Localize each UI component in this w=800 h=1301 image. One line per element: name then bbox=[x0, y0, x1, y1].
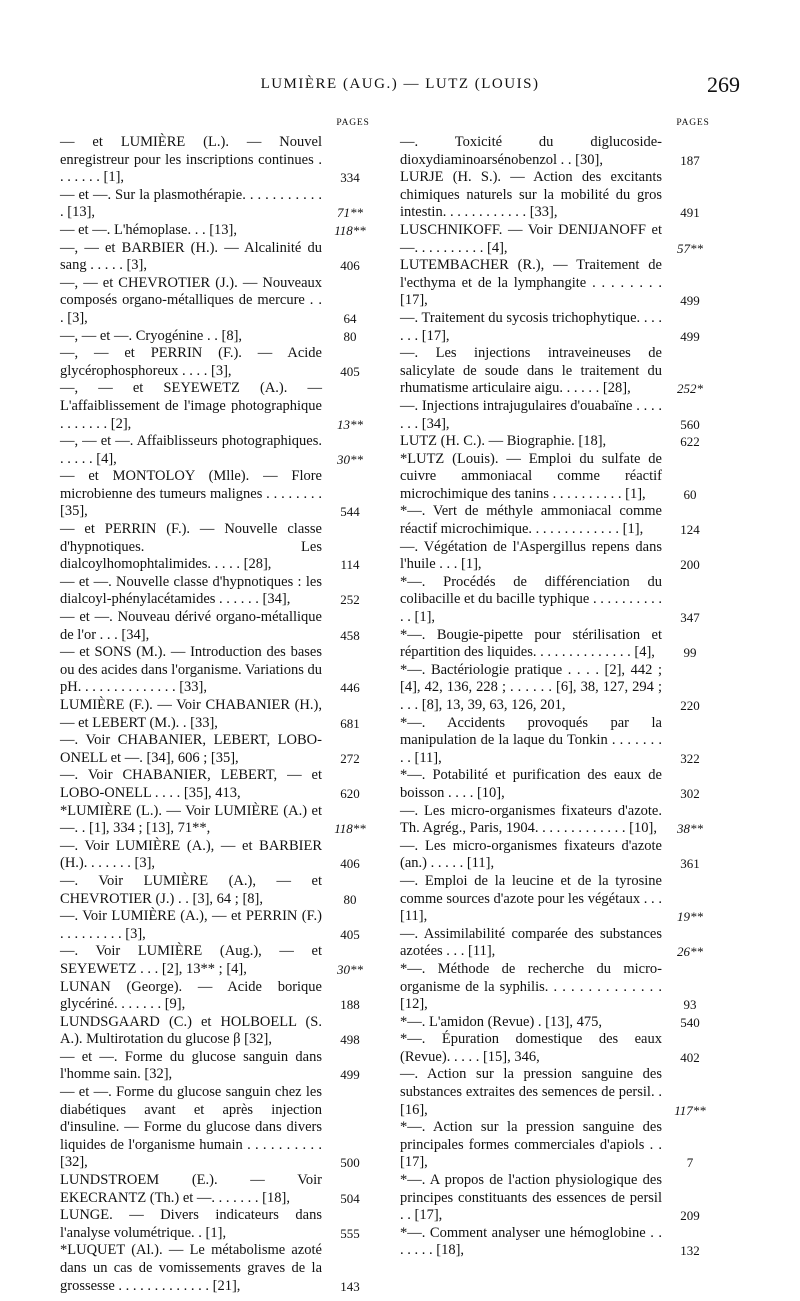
index-entry bbox=[400, 398, 718, 433]
entry-page: 132 bbox=[680, 1243, 700, 1259]
index-entry bbox=[60, 803, 378, 838]
entry-text: *—. L'amidon (Revue) . [13], 475, bbox=[400, 1013, 602, 1030]
index-entry bbox=[400, 873, 718, 926]
index-entry bbox=[400, 134, 718, 169]
entry-text: —. Les injections intraveineuses de salicylate de soude dans le traitement du rhumatisme articulaire aigu. . . . . . [28], bbox=[400, 345, 662, 397]
entry-page: 252 bbox=[340, 592, 360, 608]
index-entry bbox=[60, 609, 378, 644]
entry-page: 117** bbox=[674, 1102, 706, 1118]
entry-text: —. Voir LUMIÈRE (A.), — et PERRIN (F.) . . . . . . . . . [3], bbox=[60, 908, 322, 942]
entry-page: 405 bbox=[340, 926, 360, 942]
entry-page: 64 bbox=[343, 310, 357, 326]
entry-page: 544 bbox=[340, 504, 360, 520]
entry-text: — et —. Nouveau dérivé organo-métallique de l'or . . . [34], bbox=[60, 609, 322, 643]
index-entry bbox=[60, 468, 378, 521]
entry-page: 99 bbox=[683, 645, 697, 661]
entry-page: 93 bbox=[683, 997, 697, 1013]
index-entry bbox=[400, 838, 718, 873]
index-entry bbox=[400, 222, 718, 257]
entry-text: —, — et SEYEWETZ (A.). — L'affaiblissement de l'image photographique . . . . . . . [2], bbox=[60, 380, 322, 432]
index-entry bbox=[60, 328, 378, 346]
index-entry bbox=[400, 715, 718, 768]
entry-page: 402 bbox=[680, 1049, 700, 1065]
left-column bbox=[60, 118, 378, 1295]
entry-page: 80 bbox=[343, 891, 357, 907]
left-pages-label-text: PAGES bbox=[336, 118, 370, 128]
right-pages-label bbox=[400, 118, 718, 132]
index-entry bbox=[400, 767, 718, 802]
index-entry bbox=[400, 1119, 718, 1172]
entry-text: —. Voir LUMIÈRE (A.), — et BARBIER (H.). . . . . . . [3], bbox=[60, 837, 322, 872]
index-entry bbox=[400, 1014, 718, 1032]
entry-text: —. Injections intrajugulaires d'ouabaïne . . . . . . . [34], bbox=[400, 397, 662, 432]
entry-page: 26** bbox=[677, 944, 703, 960]
entry-text: — et MONTOLOY (Mlle). — Flore microbienne des tumeurs malignes . . . . . . . . [35], bbox=[60, 468, 322, 520]
entry-text: — et LUMIÈRE (L.). — Nouvel enregistreur pour les inscriptions continues . . . . . . . [1], bbox=[60, 134, 322, 186]
entry-text: *—. Vert de méthyle ammoniacal comme réactif microchimique. . . . . . . . . . . . . [1], bbox=[400, 503, 662, 538]
index-entry bbox=[400, 433, 718, 451]
index-entry bbox=[400, 1225, 718, 1260]
entry-text: *—. Potabilité et purification des eaux de boisson . . . . [10], bbox=[400, 767, 662, 801]
entry-text: LUTZ (H. C.). — Biographie. [18], bbox=[400, 433, 607, 450]
entry-text: —. Voir LUMIÈRE (A.), — et CHEVROTIER (J.) . . [3], 64 ; [8], bbox=[60, 872, 322, 907]
entry-page: 498 bbox=[340, 1032, 360, 1048]
entry-page: 302 bbox=[680, 785, 700, 801]
entry-text: *LUMIÈRE (L.). — Voir LUMIÈRE (A.) et —. . [1], 334 ; [13], 71**, bbox=[60, 802, 322, 837]
entry-page: 80 bbox=[343, 328, 357, 344]
entry-text: — et —. Nouvelle classe d'hypnotiques : les dialcoyl-phénylacétamides . . . . . . [34], bbox=[60, 573, 322, 608]
entry-page: 209 bbox=[680, 1208, 700, 1224]
entry-text: *—. A propos de l'action physiologique des principes constituants des essences de persil . . [17], bbox=[400, 1172, 662, 1224]
entry-page: 124 bbox=[680, 522, 700, 538]
entry-page: 187 bbox=[680, 152, 700, 168]
entry-text: *—. Épuration domestique des eaux (Revue). . . . . [15], 346, bbox=[400, 1031, 662, 1065]
entry-text: LUNDSGAARD (C.) et HOLBOELL (S. A.). Multirotation du glucose β [32], bbox=[60, 1013, 322, 1048]
entry-text: LURJE (H. S.). — Action des excitants chimiques naturels sur la mobilité du gros intestin. . . . . . . . . . . . [33], bbox=[400, 169, 662, 221]
index-entry bbox=[60, 838, 378, 873]
entry-page: 500 bbox=[340, 1155, 360, 1171]
entry-text: —, — et CHEVROTIER (J.). — Nouveaux composés organo-métalliques de mercure . . . [3], bbox=[60, 274, 322, 326]
index-entry bbox=[60, 222, 378, 240]
entry-text: —. Les micro-organismes fixateurs d'azote (an.) . . . . . [11], bbox=[400, 837, 662, 872]
right-entries bbox=[400, 134, 718, 1260]
entry-text: —, — et —. Affaiblisseurs photographiques. . . . . . [4], bbox=[60, 433, 322, 467]
entry-page: 30** bbox=[337, 961, 363, 977]
entry-text: *—. Accidents provoqués par la manipulation de la laque du Tonkin . . . . . . . . . [11], bbox=[400, 714, 662, 766]
entry-page: 334 bbox=[340, 170, 360, 186]
entry-text: —. Voir CHABANIER, LEBERT, LOBO-ONELL et —. [34], 606 ; [35], bbox=[60, 732, 322, 766]
index-entry bbox=[60, 908, 378, 943]
entry-page: 200 bbox=[680, 557, 700, 573]
entry-page: 252* bbox=[677, 381, 703, 397]
entry-page: 7 bbox=[686, 1155, 694, 1171]
index-entry bbox=[400, 310, 718, 345]
index-entry bbox=[400, 1066, 718, 1119]
entry-text: *—. Bactériologie pratique . . . . [2], 442 ; [4], 42, 136, 228 ; . . . . . . [6], 38, 127, 294 ; . . . [8], 13, 39, 63, 126, 201, bbox=[400, 661, 662, 713]
entry-text: *LUTZ (Louis). — Emploi du sulfate de cuivre ammoniacal comme réactif microchimique des tanins . . . . . . . . . . [1], bbox=[400, 450, 662, 502]
entry-text: *LUQUET (Al.). — Le métabolisme azoté dans un cas de vomissements graves de la grossesse . . . . . . . . . . . . . [21], bbox=[60, 1242, 322, 1294]
entry-text: —. Toxicité du diglucoside-dioxydiaminoarsénobenzol . . [30], bbox=[400, 134, 662, 168]
entry-text: — et SONS (M.). — Introduction des bases ou des acides dans l'organisme. Variations du pH. . . . . . . . . . . . . . [33], bbox=[60, 644, 322, 696]
index-entry bbox=[60, 697, 378, 732]
index-entry bbox=[60, 275, 378, 328]
index-entry bbox=[400, 503, 718, 538]
entry-page: 504 bbox=[340, 1190, 360, 1206]
entry-page: 361 bbox=[680, 856, 700, 872]
entry-page: 405 bbox=[340, 363, 360, 379]
index-entry bbox=[60, 433, 378, 468]
entry-page: 622 bbox=[680, 434, 700, 450]
index-entry bbox=[400, 574, 718, 627]
index-entry bbox=[400, 961, 718, 1014]
index-entry bbox=[400, 345, 718, 398]
entry-text: — et —. Sur la plasmothérapie. . . . . . . . . . . . [13], bbox=[60, 186, 322, 221]
entry-page: 681 bbox=[340, 715, 360, 731]
entry-page: 118** bbox=[334, 821, 366, 837]
index-entry bbox=[60, 873, 378, 908]
entry-page: 491 bbox=[680, 205, 700, 221]
entry-text: LUTEMBACHER (R.), — Traitement de l'ecthyma et de la lymphangite . . . . . . . . [17], bbox=[400, 257, 662, 309]
entry-page: 220 bbox=[680, 698, 700, 713]
entry-text: —, — et —. Cryogénine . . [8], bbox=[60, 327, 243, 344]
index-entry bbox=[60, 574, 378, 609]
entry-text: *—. Action sur la pression sanguine des principales formes commerciales d'apiols . . [17], bbox=[400, 1119, 662, 1171]
entry-page: 540 bbox=[680, 1014, 700, 1030]
index-entry bbox=[400, 257, 718, 310]
entry-page: 38** bbox=[677, 821, 703, 837]
index-entry bbox=[400, 539, 718, 574]
right-column bbox=[400, 118, 718, 1260]
entry-text: *—. Procédés de différenciation du colibacille et du bacille typhique . . . . . . . . . . . . [1], bbox=[400, 573, 662, 626]
entry-page: 560 bbox=[680, 416, 700, 432]
entry-page: 499 bbox=[340, 1067, 360, 1083]
entry-page: 458 bbox=[340, 627, 360, 643]
entry-text: LUSCHNIKOFF. — Voir DENIJANOFF et —. . . . . . . . . . [4], bbox=[400, 221, 662, 256]
entry-text: — et PERRIN (F.). — Nouvelle classe d'hypnotiques. Les dialcoylhomophtalimides. . . . . [28], bbox=[60, 521, 322, 573]
entry-text: *—. Méthode de recherche du micro-organisme de la syphilis. . . . . . . . . . . . . . [12], bbox=[400, 960, 662, 1013]
entry-text: —. Traitement du sycosis trichophytique. . . . . . . [17], bbox=[400, 309, 662, 344]
index-entry bbox=[400, 926, 718, 961]
entry-page: 406 bbox=[340, 856, 360, 872]
entry-page: 118** bbox=[334, 222, 366, 238]
entry-text: LUNGE. — Divers indicateurs dans l'analyse volumétrique. . [1], bbox=[60, 1207, 322, 1241]
entry-text: — et —. Forme du glucose sanguin dans l'homme sain. [32], bbox=[60, 1048, 322, 1083]
index-entry bbox=[400, 451, 718, 504]
left-pages-label bbox=[60, 118, 378, 132]
index-entry bbox=[60, 1084, 378, 1172]
entry-text: —. Voir CHABANIER, LEBERT, — et LOBO-ONELL . . . . [35], 413, bbox=[60, 767, 322, 801]
index-entry bbox=[400, 803, 718, 838]
entry-page: 30** bbox=[337, 451, 363, 467]
entry-text: — et —. Forme du glucose sanguin chez les diabétiques avant et après injection d'insuline. — Forme du glucose dans divers liquides de l'organisme humain . . . . . . . . . . [32], bbox=[60, 1084, 322, 1171]
entry-text: —. Emploi de la leucine et de la tyrosine comme sources d'azote pour les végétaux . . . [11], bbox=[400, 872, 662, 925]
index-entry bbox=[60, 644, 378, 697]
entry-page: 71** bbox=[337, 205, 363, 221]
entry-text: —. Les micro-organismes fixateurs d'azote. Th. Agrég., Paris, 1904. . . . . . . . . . . . . [10], bbox=[400, 802, 662, 837]
entry-page: 188 bbox=[340, 997, 360, 1013]
right-pages-label-text: PAGES bbox=[676, 118, 710, 128]
index-entry bbox=[400, 169, 718, 222]
index-entry bbox=[60, 1172, 378, 1207]
entry-text: LUNDSTROEM (E.). — Voir EKECRANTZ (Th.) et —. . . . . . . [18], bbox=[60, 1172, 322, 1206]
entry-page: 60 bbox=[683, 486, 697, 502]
index-entry bbox=[400, 627, 718, 662]
index-entry bbox=[60, 767, 378, 802]
entry-page: 19** bbox=[677, 909, 703, 925]
index-entry bbox=[60, 1049, 378, 1084]
left-entries bbox=[60, 134, 378, 1295]
running-header bbox=[60, 72, 740, 102]
entry-text: *—. Bougie-pipette pour stérilisation et répartition des liquides. . . . . . . . . . . . . . [4], bbox=[400, 626, 662, 661]
header-title: LUMIÈRE (AUG.) — LUTZ (LOUIS) bbox=[260, 76, 540, 92]
entry-page: 114 bbox=[340, 557, 360, 573]
index-entry bbox=[60, 979, 378, 1014]
index-entry bbox=[60, 380, 378, 433]
index-entry bbox=[60, 1242, 378, 1295]
index-entry bbox=[60, 732, 378, 767]
index-entry bbox=[400, 662, 718, 715]
page-number: 269 bbox=[707, 72, 740, 97]
entry-text: —, — et PERRIN (F.). — Acide glycérophosphoreux . . . . [3], bbox=[60, 345, 322, 379]
index-entry bbox=[400, 1172, 718, 1225]
index-entry bbox=[60, 1014, 378, 1049]
index-entry bbox=[60, 134, 378, 187]
index-entry bbox=[400, 1031, 718, 1066]
entry-page: 322 bbox=[680, 750, 700, 766]
entry-page: 499 bbox=[680, 328, 700, 344]
index-entry bbox=[60, 187, 378, 222]
entry-text: —. Action sur la pression sanguine des substances extraites des semences de persil. . [16], bbox=[400, 1066, 662, 1118]
entry-page: 406 bbox=[340, 258, 360, 274]
entry-page: 57** bbox=[677, 240, 703, 256]
entry-text: LUMIÈRE (F.). — Voir CHABANIER (H.), — et LEBERT (M.). . [33], bbox=[60, 697, 322, 731]
entry-text: —. Voir LUMIÈRE (Aug.), — et SEYEWETZ . . . [2], 13** ; [4], bbox=[60, 943, 322, 977]
index-entry bbox=[60, 943, 378, 978]
entry-page: 347 bbox=[680, 610, 700, 626]
entry-text: LUNAN (George). — Acide borique glycériné. . . . . . . [9], bbox=[60, 978, 322, 1013]
entry-text: —, — et BARBIER (H.). — Alcalinité du sang . . . . . [3], bbox=[60, 239, 322, 274]
entry-page: 499 bbox=[680, 293, 700, 309]
index-entry bbox=[60, 240, 378, 275]
entry-page: 272 bbox=[340, 750, 360, 766]
entry-page: 620 bbox=[340, 785, 360, 801]
index-entry bbox=[60, 1207, 378, 1242]
entry-page: 555 bbox=[340, 1225, 360, 1241]
entry-text: *—. Comment analyser une hémoglobine . . . . . . . [18], bbox=[400, 1224, 662, 1259]
entry-page: 13** bbox=[337, 416, 363, 432]
entry-text: — et —. L'hémoplase. . . [13], bbox=[60, 221, 237, 238]
entry-text: —. Végétation de l'Aspergillus repens dans l'huile . . . [1], bbox=[400, 538, 662, 573]
index-entry bbox=[60, 521, 378, 574]
index-entry bbox=[60, 345, 378, 380]
entry-text: —. Assimilabilité comparée des substances azotées . . . [11], bbox=[400, 925, 662, 960]
entry-page: 143 bbox=[340, 1278, 360, 1294]
entry-page: 446 bbox=[340, 680, 360, 696]
